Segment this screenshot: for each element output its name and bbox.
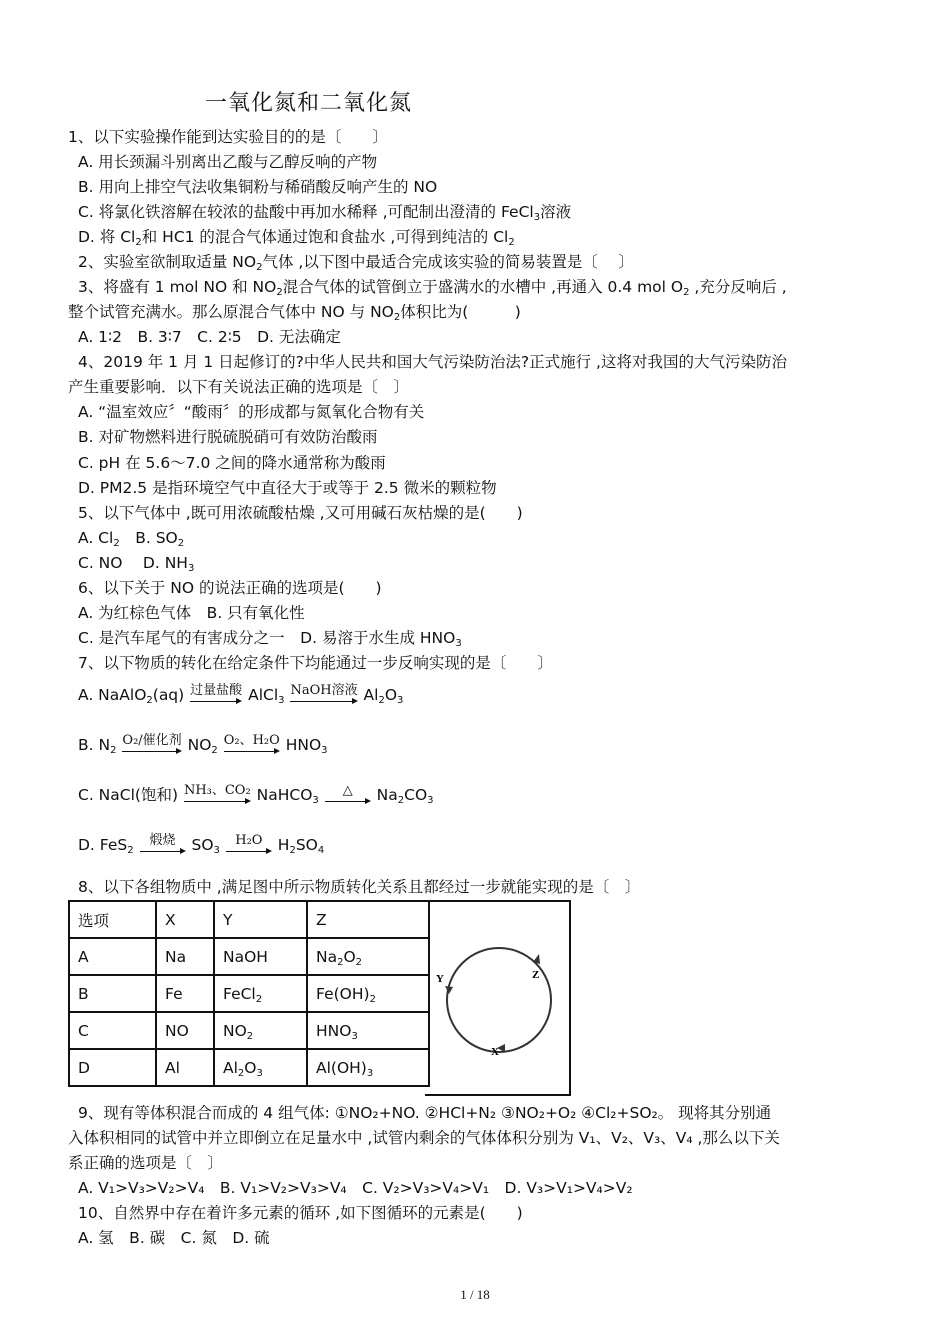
arrow-icon (290, 698, 357, 706)
question-4-option-a: A. “温室效应〞“酸雨〞的形成都与氮氧化合物有关 (78, 403, 425, 421)
node-label-y: Y (436, 973, 444, 985)
reaction-arrow: NaOH溶液 (290, 684, 357, 706)
reaction-arrow: O₂、H₂O (224, 734, 280, 756)
table-header-cell: 选项 (69, 901, 156, 938)
question-1-stem: 1、以下实验操作能到达实验目的的是〔 〕 (68, 128, 388, 146)
table-cell: FeCl$_2$ (214, 975, 307, 1012)
cycle-circle (447, 948, 551, 1052)
question-5-options-ab: A. $Cl_2$ B. $SO_2$ (78, 529, 185, 549)
table-header-cell: Y (214, 901, 307, 938)
table-header-cell: X (156, 901, 214, 938)
question-7-stem: 7、以下物质的转化在给定条件下均能通过一步反响实现的是〔 〕 (78, 654, 553, 672)
arrow-icon (224, 748, 280, 756)
question-10-options: A. 氢 B. 碳 C. 氮 D. 硫 (78, 1229, 270, 1247)
question-7-option-a: A. NaAlO$_2$(aq) 过量盐酸 AlCl$_3$ NaOH溶液 $Al_2O_3$ (78, 683, 404, 706)
question-4-option-c: C. pH 在 5.6～7.0 之间的降水通常称为酸雨 (78, 454, 386, 472)
cycle-diagram-cell (425, 900, 571, 1096)
question-3-stem-line-1: 3、将盛有 1 mol NO 和 $NO_2$混合气体的试管倒立于盛满水的水槽中 ,再通入 0.4 mol $O_2$ ,充分反响后 , (78, 278, 787, 298)
arrow-icon (445, 986, 453, 994)
reaction-arrow: 过量盐酸 (190, 684, 242, 706)
table-cell: NaOH (214, 938, 307, 975)
table-row (69, 975, 429, 1012)
table-cell: Fe (156, 975, 214, 1012)
table-cell: Na (156, 938, 214, 975)
question-4-option-b: B. 对矿物燃料进行脱硫脱硝可有效防治酸雨 (78, 428, 378, 446)
table-cell: Al (156, 1049, 214, 1086)
table-cell: $Al_2O_3$ (214, 1049, 307, 1086)
table-cell: NO (156, 1012, 214, 1049)
question-9-stem-line-1: 9、现有等体积混合而成的 4 组气体: ①NO₂+NO. ②HCl+N₂ ③NO₂+O₂ ④Cl₂+SO₂。 现将其分别通 (78, 1104, 772, 1122)
question-9-stem-line-3: 系正确的选项是〔 〕 (68, 1154, 224, 1172)
table-cell: B (69, 975, 156, 1012)
arrow-icon (140, 848, 186, 856)
question-9-stem-line-2: 入体积相同的试管中并立即倒立在足量水中 ,试管内剩余的气体体积分别为 V₁、V₂、V₃、V₄ ,那么以下关 (68, 1129, 780, 1147)
question-1-option-c: C. 将氯化铁溶解在较浓的盐酸中再加水稀释 ,可配制出澄清的 FeCl$_3$溶液 (78, 203, 572, 223)
page-title: 一氧化氮和二氧化氮 (205, 91, 413, 116)
table-cell: $Fe(OH)_2$ (307, 975, 429, 1012)
question-6-stem: 6、以下关于 NO 的说法正确的选项是( ) (78, 579, 382, 597)
arrow-icon (190, 698, 242, 706)
arrow-icon (226, 848, 272, 856)
table-cell: D (69, 1049, 156, 1086)
table-row (69, 1012, 429, 1049)
arrow-icon (325, 798, 371, 806)
reaction-arrow: H₂O (226, 834, 272, 856)
table-cell: $Na_2O_2$ (307, 938, 429, 975)
node-label-z: Z (532, 969, 540, 981)
question-10-stem: 10、自然界中存在着许多元素的循环 ,如下图循环的元素是( ) (78, 1204, 523, 1222)
cycle-diagram (425, 902, 569, 1094)
question-5-options-cd: C. NO D. $NH_3$ (78, 554, 195, 574)
question-5-stem: 5、以下气体中 ,既可用浓硫酸枯燥 ,又可用碱石灰枯燥的是( ) (78, 504, 523, 522)
options-table (68, 900, 430, 1087)
table-cell: $NO_2$ (214, 1012, 307, 1049)
arrow-icon (122, 748, 181, 756)
table-row (69, 938, 429, 975)
table-row (69, 1049, 429, 1086)
question-1-option-d: D. 将 $Cl_2$和 HC1 的混合气体通过饱和食盐水 ,可得到纯洁的 $Cl_2$ (78, 228, 515, 248)
question-7-option-b: B. $N_2$ O₂/催化剂 $NO_2$ O₂、H₂O $HNO_3$ (78, 733, 328, 756)
reaction-arrow: △ (325, 784, 371, 806)
reaction-arrow: 煅烧 (140, 834, 186, 856)
question-4-option-d: D. PM2.5 是指环境空气中直径大于或等于 2.5 微米的颗粒物 (78, 479, 497, 497)
question-3-options: A. 1∶2 B. 3∶7 C. 2∶5 D. 无法确定 (78, 328, 341, 346)
table-cell: $Al(OH)_3$ (307, 1049, 429, 1086)
question-9-options: A. V₁>V₃>V₂>V₄ B. V₁>V₂>V₃>V₄ C. V₂>V₃>V₄>V₁ D. V₃>V₁>V₄>V₂ (78, 1179, 633, 1197)
question-1-option-b: B. 用向上排空气法收集铜粉与稀硝酸反响产生的 NO (78, 178, 438, 196)
page-number: 1 / 18 (460, 1287, 490, 1302)
question-6-options-ab: A. 为红棕色气体 B. 只有氧化性 (78, 604, 305, 622)
table-header-row (69, 901, 429, 938)
question-6-options-cd: C. 是汽车尾气的有害成分之一 D. 易溶于水生成 $HNO_3$ (78, 629, 462, 649)
table-cell: C (69, 1012, 156, 1049)
question-1-option-a: A. 用长颈漏斗别离出乙酸与乙醇反响的产物 (78, 153, 378, 171)
question-4-stem-line-1: 4、2019 年 1 月 1 日起修订的?中华人民共和国大气污染防治法?正式施行 ,这将对我国的大气污染防治 (78, 353, 787, 371)
question-8-stem: 8、以下各组物质中 ,满足图中所示物质转化关系且都经过一步就能实现的是〔 〕 (78, 878, 641, 896)
table-header-cell: Z (307, 901, 429, 938)
node-label-x: X (491, 1046, 499, 1058)
question-3-stem-line-2: 整个试管充满水。那么原混合气体中 NO 与 $NO_2$体积比为( ) (68, 303, 521, 323)
table-cell: A (69, 938, 156, 975)
question-4-stem-line-2: 产生重要影响．以下有关说法正确的选项是〔 〕 (68, 378, 410, 396)
arrow-icon (184, 798, 251, 806)
table-cell: $HNO_3$ (307, 1012, 429, 1049)
question-2-stem: 2、实验室欲制取适量 $NO_2$气体 ,以下图中最适合完成该实验的简易装置是〔 〕 (78, 253, 634, 273)
question-7-option-d: D. FeS$_2$ 煅烧 $SO_3$ H₂O $H_2SO_4$ (78, 833, 325, 856)
question-7-option-c: C. NaCl(饱和) NH₃、CO₂ NaHCO$_3$ △ $Na_2CO_3$ (78, 783, 434, 806)
reaction-arrow: NH₃、CO₂ (184, 784, 251, 806)
reaction-arrow: O₂/催化剂 (122, 734, 181, 756)
